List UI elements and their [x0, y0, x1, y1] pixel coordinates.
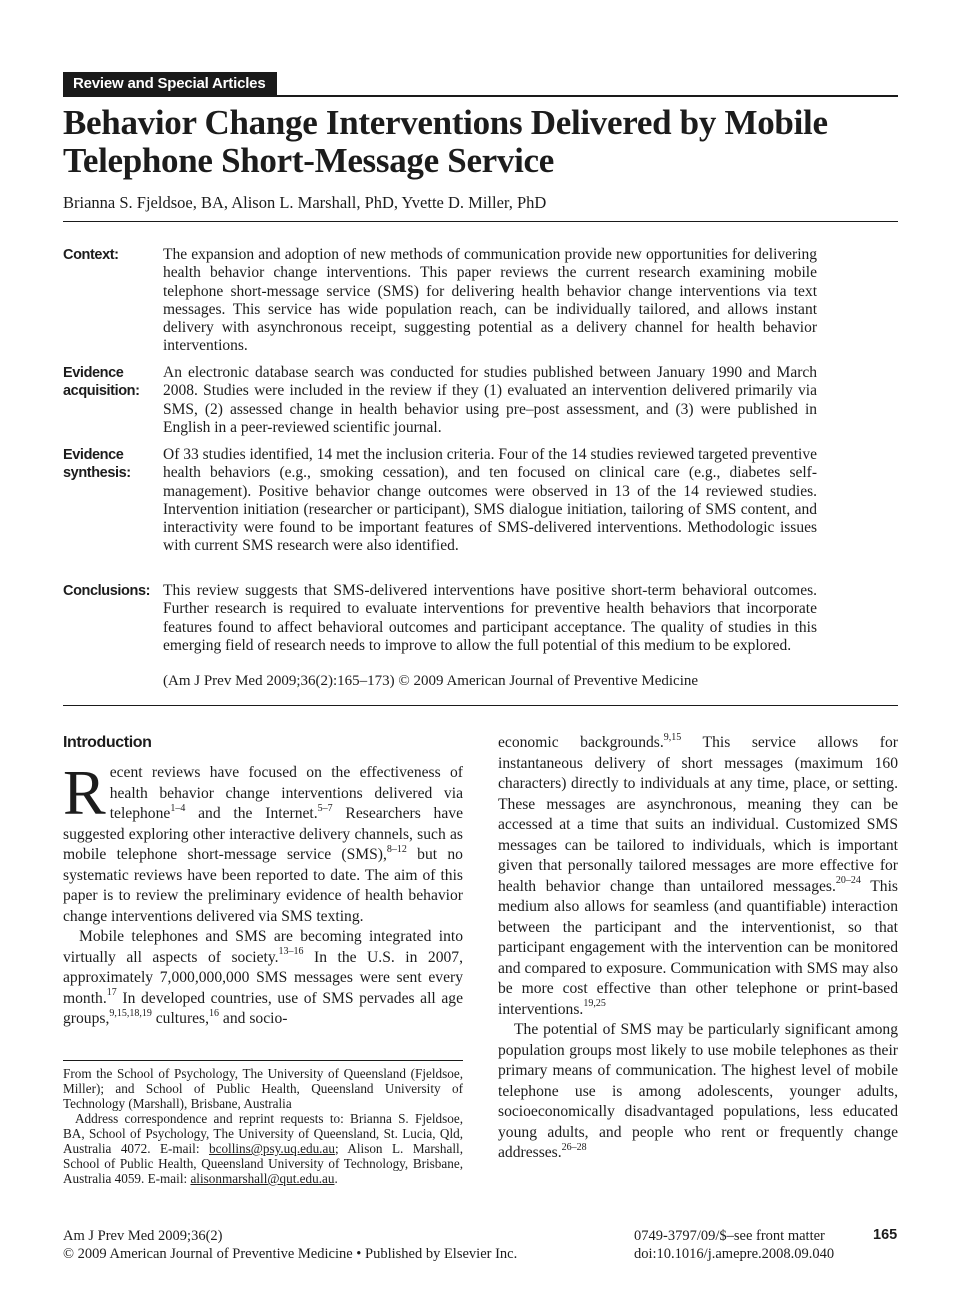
footnote-rule — [63, 1060, 463, 1061]
text-run: . — [334, 1171, 338, 1186]
text-run: ; Alison L. Marshall, School of Public Health, Queensland University of Technology, Brisbane, Australia 4059. E-mail: — [63, 1141, 464, 1186]
abstract-bottom-rule — [63, 705, 898, 706]
footer-copyright: © 2009 American Journal of Preventive Medicine — [63, 1246, 353, 1262]
title-line-1: Behavior Change Interventions Delivered by Mobile — [63, 103, 828, 142]
footer-copyright-line — [63, 1245, 517, 1263]
text-run: economic backgrounds. — [498, 734, 664, 751]
text-run: Researchers have suggested exploring other interactive delivery channels, such as mobile telephone short-message service (SMS), — [63, 805, 463, 863]
footer-publisher: Published by Elsevier Inc. — [365, 1246, 518, 1262]
title-line-2: Telephone Short-Message Service — [63, 141, 555, 180]
header-rule — [63, 95, 898, 97]
evidence-acquisition-label — [63, 364, 158, 400]
text-run: In the U.S. in 2007, approximately 7,000,000,000 SMS messages were sent every month. — [63, 948, 463, 1007]
evidence-synthesis-label — [63, 446, 158, 482]
abstract-citation: (Am J Prev Med 2009;36(2):165–173) © 2009 American Journal of Preventive Medicine — [163, 673, 699, 689]
reference-superscript[interactable]: 1–4 — [170, 802, 186, 814]
context-text: The expansion and adoption of new methods of communication provide new opportunities for delivering health behavior change interventions. This paper reviews the current research examining mobile telephone short-message service (SMS) for delivering health behavior change interventions via text messages. This service has wide population reach, can be individually tailored, and allows instant delivery with asynchronous receipt, suggesting potential as a delivery channel for health behavior interventions. — [163, 246, 817, 355]
footer-doi[interactable]: doi:10.1016/j.amepre.2008.09.040 — [634, 1246, 835, 1262]
reference-superscript[interactable]: 9,15 — [663, 731, 682, 743]
text-run: ecent reviews have focused on the effectiveness of health behavior change interventions delivered via telephone — [109, 764, 463, 822]
text-run: Mobile telephones and SMS are becoming integrated into virtually all aspects of society. — [63, 928, 463, 966]
conclusions-label: Conclusions: — [63, 583, 151, 599]
reference-superscript[interactable]: 5–7 — [317, 802, 333, 814]
footnote — [63, 1066, 463, 1186]
text-run: This medium also allows for seamless (and quantifiable) interaction between the participant and the interventionist, so that participant engagement with the intervention can be monitored and compared to exposure. Communication with SMS may also be more cost effective than other telephone or print-based interventions. — [498, 877, 898, 1018]
left-column — [63, 757, 463, 1030]
footer-issn: 0749-3797/09/$–see front matter — [634, 1228, 825, 1244]
synthesis-label-line-1: Evidence — [63, 447, 124, 463]
section-tag: Review and Special Articles — [63, 72, 277, 96]
intro-paragraph-1 — [63, 757, 463, 927]
evidence-synthesis-text: Of 33 studies identified, 14 met the inclusion criteria. Four of the 14 studies reviewed targeted preventive health behaviors (e.g., smoking cessation), and ten focused on clinical care (e.g., diabetes self-management). Positive behavior change outcomes were observed in 13 of the 14 reviewed studies. Intervention initiation (researcher or participant), SMS dialogue initiation, tailoring of SMS content, and interactivity were found to be important features of SMS-delivered interventions. Methodologic issues with current SMS research were also identified. — [163, 446, 817, 555]
bullet-icon: • — [356, 1246, 362, 1262]
email-link[interactable]: bcollins@psy.uq.edu.au — [209, 1141, 335, 1156]
text-run: This service allows for instantaneous delivery of short messages (maximum 160 characters) directly to individuals at any time, place, or setting. These messages are asynchronous, meaning they can be accessed at a time that suits an individual. Customized SMS messages can be tailored to individuals, which is important given that personally tailored messages are more effective for health behavior change than untailored messages. — [498, 734, 898, 895]
context-label: Context: — [63, 247, 119, 263]
reference-superscript[interactable]: 16 — [209, 1007, 220, 1019]
acquisition-label-line-1: Evidence — [63, 365, 124, 381]
reference-superscript[interactable]: 17 — [106, 987, 117, 999]
text-run: Address correspondence and reprint requests to: Brianna S. Fjeldsoe, BA, School of Psychology, The University of Queensland, St. Lucia, Qld, Australia 4072. E-mail: — [63, 1111, 463, 1156]
text-run: The potential of SMS may be particularly significant among population groups most likely to use mobile telephones as their primary means of communication. The highest level of mobile telephone use is among adolescents, younger adults, socioeconomically disadvantaged populations, less educated young adults, and people who rent or frequently change addresses. — [498, 1021, 898, 1161]
affiliation-note: From the School of Psychology, The University of Queensland (Fjeldsoe, Miller); and School of Public Health, Queensland University of Technology (Marshall), Brisbane, Australia — [63, 1066, 463, 1111]
intro-paragraph-3 — [498, 733, 898, 1020]
text-run: In developed countries, use of SMS pervades all age groups, — [63, 989, 463, 1027]
text-run: but no systematic reviews have been reported to date. The aim of this paper is to review the preliminary evidence of health behavior change interventions delivered via SMS texting. — [63, 846, 463, 925]
article-title — [63, 104, 913, 180]
page-number: 165 — [873, 1227, 898, 1243]
intro-paragraph-4 — [498, 1020, 898, 1164]
synthesis-label-line-2: synthesis: — [63, 465, 131, 481]
reference-superscript[interactable]: 26–28 — [561, 1141, 587, 1153]
drop-cap: R — [63, 757, 106, 828]
abstract-top-rule — [63, 221, 898, 222]
conclusions-text: This review suggests that SMS-delivered interventions have positive short-term behavioral outcomes. Further research is required to evaluate interventions for preventive health behaviors that incorporate features found to affect behavioral outcomes and participant acceptance. The quality of studies in this emerging field of research needs to improve to allow the full potential of this medium to be explored. — [163, 582, 817, 654]
correspondence-note — [63, 1111, 463, 1186]
reference-superscript[interactable]: 9,15,18,19 — [109, 1007, 152, 1019]
evidence-acquisition-text: An electronic database search was conducted for studies published between January 1990 and March 2008. Studies were included in the review if they (1) evaluated an intervention delivered primarily via SMS, (2) assessed change in health behavior using pre–post assessment, and (3) were published in English in a peer-reviewed scientific journal. — [163, 364, 817, 436]
authors: Brianna S. Fjeldsoe, BA, Alison L. Marshall, PhD, Yvette D. Miller, PhD — [63, 193, 547, 212]
email-link[interactable]: alisonmarshall@qut.edu.au — [190, 1171, 335, 1186]
reference-superscript[interactable]: 8–12 — [386, 843, 407, 855]
reference-superscript[interactable]: 20–24 — [835, 875, 861, 887]
introduction-heading: Introduction — [63, 734, 152, 751]
text-run: and the Internet. — [185, 805, 318, 822]
intro-paragraph-2 — [63, 927, 463, 1030]
reference-superscript[interactable]: 13–16 — [278, 946, 304, 958]
text-run: cultures, — [151, 1010, 210, 1027]
reference-superscript[interactable]: 19,25 — [583, 998, 606, 1010]
acquisition-label-line-2: acquisition: — [63, 383, 140, 399]
footer-journal: Am J Prev Med 2009;36(2) — [63, 1228, 223, 1244]
text-run: and socio- — [219, 1010, 288, 1027]
right-column — [498, 733, 898, 1164]
